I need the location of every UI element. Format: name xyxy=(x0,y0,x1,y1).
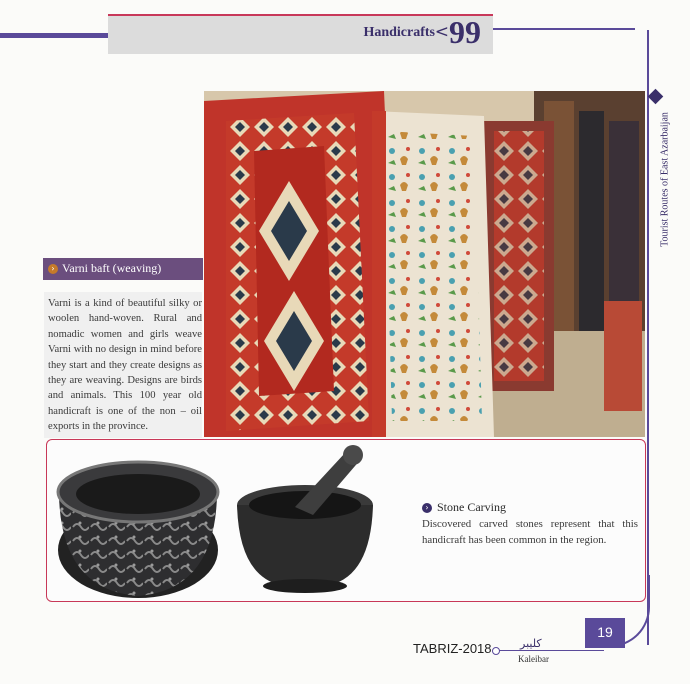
stone-body: Discovered carved stones represent that this handicraft has been common in the region. xyxy=(422,518,638,546)
diamond-icon xyxy=(648,89,664,105)
mortar-pestle-image xyxy=(235,445,385,595)
footer-rule xyxy=(496,650,604,651)
carpet-photo-art xyxy=(204,91,645,437)
page-number: 19 xyxy=(597,624,613,640)
side-title-text: Tourist Routes of East Azarbaijan xyxy=(659,112,671,247)
bullet-arrow-icon: › xyxy=(422,503,432,513)
weaving-heading xyxy=(43,258,203,280)
side-title xyxy=(655,112,673,252)
carpet-photo xyxy=(204,91,645,437)
header-band xyxy=(108,14,493,54)
weaving-title: Varni baft (weaving) xyxy=(62,261,162,275)
stone-title: Stone Carving xyxy=(437,500,506,514)
footer-kaleibar-label: Kaleibar xyxy=(518,654,549,664)
page-number-badge xyxy=(585,618,625,648)
footer-title: TABRIZ-2018 xyxy=(413,641,492,656)
footer-persian-label: کلیبر xyxy=(520,637,542,650)
header-rule-left xyxy=(0,33,110,38)
frame-line xyxy=(647,30,649,645)
quote-icon: 99 xyxy=(449,14,481,50)
header-title: Handicrafts xyxy=(363,25,435,40)
chevron-left-icon: < xyxy=(434,22,449,42)
carved-bowl-image xyxy=(53,450,223,600)
bullet-arrow-icon: › xyxy=(48,264,58,274)
header-rule-right xyxy=(490,28,635,30)
footer-dot xyxy=(492,647,500,655)
weaving-body: Varni is a kind of beautiful silky or woolen hand-woven. Rural and nomadic women and girls weave Varni with no design in mind before they start and they create designs as they are weaving. Designs are birds and animals. This 100 year old handicraft is one of the non – oil exports in the province. xyxy=(44,292,202,438)
